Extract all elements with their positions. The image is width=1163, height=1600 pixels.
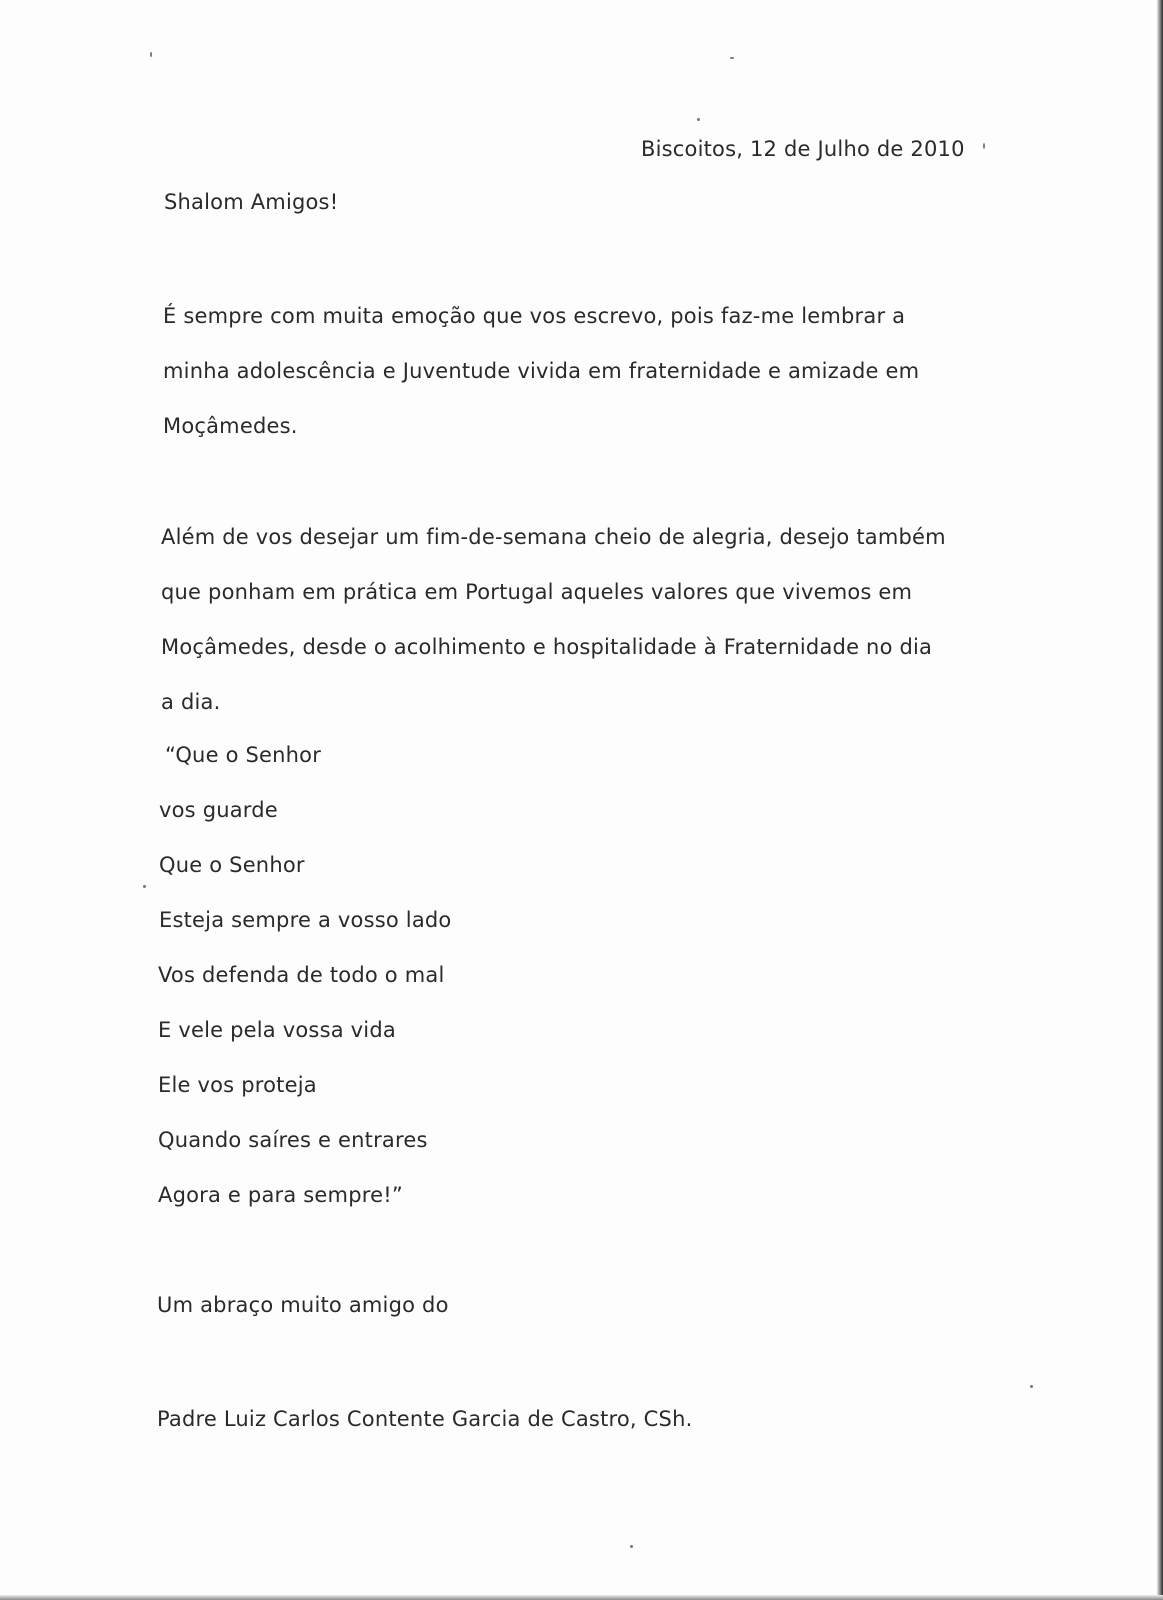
blessing-line: Esteja sempre a vosso lado <box>159 908 452 932</box>
blessing-line: Vos defenda de todo o mal <box>158 963 445 987</box>
paragraph2-line: a dia. <box>161 690 221 714</box>
scan-speck <box>143 885 146 888</box>
paragraph1-line: minha adolescência e Juventude vivida em fraternidade e amizade em <box>163 359 920 383</box>
signature-line: Padre Luiz Carlos Contente Garcia de Castro, CSh. <box>157 1407 693 1431</box>
blessing-line: vos guarde <box>159 798 278 822</box>
paragraph2-line: Além de vos desejar um fim-de-semana cheio de alegria, desejo também <box>161 525 946 549</box>
paragraph1-line: É sempre com muita emoção que vos escrevo, pois faz-me lembrar a <box>163 304 906 328</box>
scan-speck <box>983 143 985 149</box>
blessing-line: Que o Senhor <box>159 853 305 877</box>
blessing-line: Quando saíres e entrares <box>158 1128 428 1152</box>
scan-speck <box>630 1545 633 1548</box>
scan-speck <box>730 57 734 59</box>
paragraph2-line: que ponham em prática em Portugal aqueles valores que vivemos em <box>161 580 913 604</box>
greeting: Shalom Amigos! <box>164 190 339 214</box>
closing-line: Um abraço muito amigo do <box>157 1293 449 1317</box>
scan-speck <box>697 118 700 121</box>
blessing-line: “Que o Senhor <box>165 743 322 767</box>
paragraph2-line: Moçâmedes, desde o acolhimento e hospitalidade à Fraternidade no dia <box>161 635 933 659</box>
blessing-line: Agora e para sempre!” <box>158 1183 403 1207</box>
date-line: Biscoitos, 12 de Julho de 2010 <box>641 137 965 161</box>
blessing-line: Ele vos proteja <box>158 1073 317 1097</box>
scan-speck <box>150 52 152 57</box>
scan-edge-bottom <box>0 1595 1163 1600</box>
scan-speck <box>1030 1385 1033 1388</box>
scan-edge-right <box>1157 0 1163 1600</box>
blessing-line: E vele pela vossa vida <box>158 1018 396 1042</box>
paragraph1-line: Moçâmedes. <box>163 414 298 438</box>
